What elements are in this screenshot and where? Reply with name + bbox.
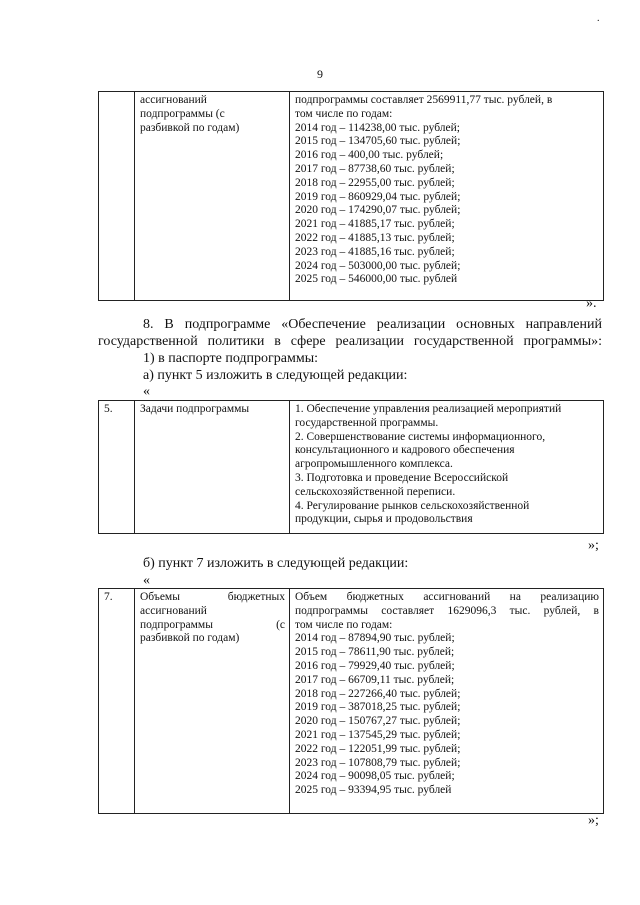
value-line: 2014 год – 114238,00 тыс. рублей; <box>295 121 460 134</box>
value-line: консультационного и кадрового обеспечения <box>295 444 515 457</box>
table-cell-value <box>290 401 604 534</box>
value-line: 3. Подготовка и проведение Всероссийской <box>295 471 509 484</box>
section-8-line-2: государственной политики в сфере реализации государственной программы»: <box>98 334 602 349</box>
value-line: 2025 год – 546000,00 тыс. рублей <box>295 273 458 286</box>
label-line: подпрограммы (с <box>140 107 225 120</box>
value-line: 2014 год – 87894,90 тыс. рублей; <box>295 632 455 645</box>
value-line: 2024 год – 503000,00 тыс. рублей; <box>295 259 461 272</box>
label-word: бюджетных <box>227 591 285 603</box>
label-line: ассигнований <box>140 604 207 617</box>
label-line <box>140 619 285 633</box>
value-line: агропромышленного комплекса. <box>295 458 453 471</box>
value-line: 2022 год – 122051,99 тыс. рублей; <box>295 742 461 755</box>
tasks-table <box>98 400 604 534</box>
value-line: том числе по годам: <box>295 107 393 120</box>
value-line: государственной программы. <box>295 416 439 429</box>
value-line: 2018 год – 22955,00 тыс. рублей; <box>295 176 455 189</box>
value-line: 2023 год – 41885,16 тыс. рублей; <box>295 245 455 258</box>
value-line: 2024 год – 90098,05 тыс. рублей; <box>295 770 455 783</box>
value-line: подпрограммы составляет 2569911,77 тыс. рублей, в <box>295 94 553 106</box>
value-line: сельскохозяйственной переписи. <box>295 485 456 498</box>
label-line: разбивкой по годам) <box>140 632 240 645</box>
corner-mark: . <box>597 13 600 24</box>
label-word: (с <box>276 618 285 631</box>
label-word: Объемы <box>140 591 180 603</box>
value-line: 2017 год – 66709,11 тыс. рублей; <box>295 673 455 686</box>
table-cell-label: Задачи подпрограммы <box>135 401 290 534</box>
section-8-line-1: 8. В подпрограмме «Обеспечение реализации основных направлений <box>143 317 602 332</box>
item-b: б) пункт 7 изложить в следующей редакции: <box>143 556 409 571</box>
value-line: Объем бюджетных ассигнований на реализацию <box>295 591 599 603</box>
value-line: 2020 год – 174290,07 тыс. рублей; <box>295 204 461 217</box>
value-line: 2023 год – 107808,79 тыс. рублей; <box>295 756 461 769</box>
table-cell-number <box>99 92 135 301</box>
table-cell-value <box>290 92 604 301</box>
item-a: а) пункт 5 изложить в следующей редакции: <box>143 368 408 383</box>
label-line <box>140 591 285 605</box>
closing-quote: ». <box>586 296 597 311</box>
value-line: продукции, сырья и продовольствия <box>295 513 473 526</box>
value-line: 2021 год – 137545,29 тыс. рублей; <box>295 728 461 741</box>
table-cell-number: 7. <box>99 589 135 814</box>
value-line: 4. Регулирование рынков сельскохозяйственной <box>295 499 530 512</box>
table-row <box>99 401 604 534</box>
funding-table <box>98 588 604 814</box>
table-cell-label <box>135 589 290 814</box>
value-line: том числе по годам: <box>295 618 393 631</box>
label-line: разбивкой по годам) <box>140 121 240 134</box>
label-word: подпрограммы <box>140 618 213 631</box>
value-line: 2016 год – 79929,40 тыс. рублей; <box>295 659 455 672</box>
value-line: 2022 год – 41885,13 тыс. рублей; <box>295 231 455 244</box>
table-cell-number: 5. <box>99 401 135 534</box>
value-line: 2025 год – 93394,95 тыс. рублей <box>295 784 452 797</box>
funding-table-continued <box>98 91 604 301</box>
opening-quote: « <box>143 573 150 588</box>
table-row <box>99 589 604 814</box>
value-line: 2. Совершенствование системы информационного, <box>295 430 546 443</box>
value-line: 2021 год – 41885,17 тыс. рублей; <box>295 218 455 231</box>
value-line: 2018 год – 227266,40 тыс. рублей; <box>295 687 461 700</box>
label-line: ассигнований <box>140 94 207 106</box>
table-cell-value <box>290 589 604 814</box>
item-1: 1) в паспорте подпрограммы: <box>143 351 319 366</box>
value-line: 2017 год – 87738,60 тыс. рублей; <box>295 162 455 175</box>
value-line: 2019 год – 387018,25 тыс. рублей; <box>295 701 461 714</box>
value-line: 2019 год – 860929,04 тыс. рублей; <box>295 190 461 203</box>
table-cell-label <box>135 92 290 301</box>
page-number: 9 <box>317 67 323 81</box>
value-line: 2015 год – 134705,60 тыс. рублей; <box>295 135 461 148</box>
closing-quote: »; <box>588 813 599 828</box>
opening-quote: « <box>143 384 150 399</box>
table-row <box>99 92 604 301</box>
value-line: 2020 год – 150767,27 тыс. рублей; <box>295 715 461 728</box>
closing-quote: »; <box>588 538 599 553</box>
value-line: подпрограммы составляет 1629096,3 тыс. рублей, в <box>295 604 599 617</box>
value-line: 2015 год – 78611,90 тыс. рублей; <box>295 646 455 659</box>
value-line: 2016 год – 400,00 тыс. рублей; <box>295 149 444 162</box>
value-line: 1. Обеспечение управления реализацией мероприятий <box>295 403 562 415</box>
